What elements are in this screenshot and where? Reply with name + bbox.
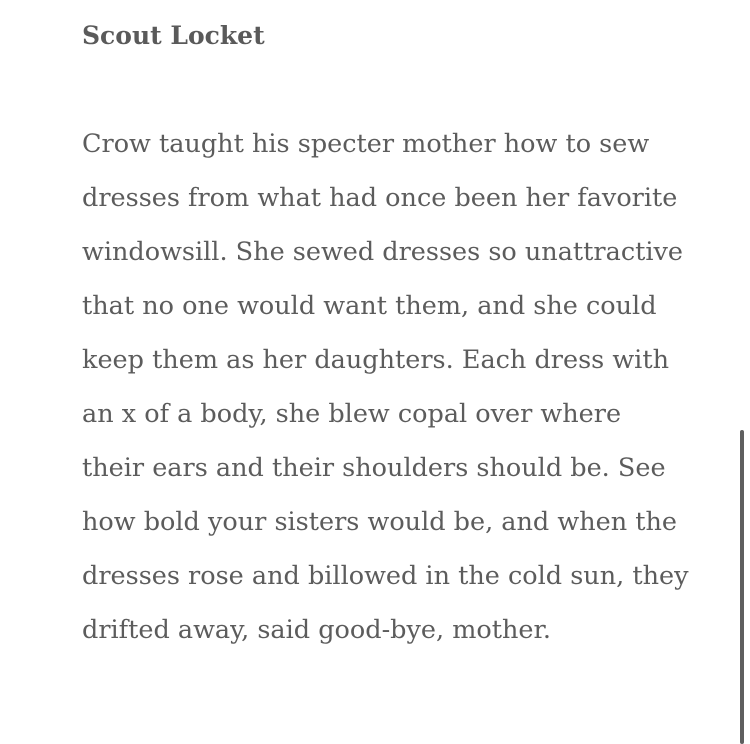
poem-line: how bold your sisters would be, and when the xyxy=(82,507,677,537)
poem-line: an x of a body, she blew copal over where xyxy=(82,399,622,429)
scrollbar-thumb[interactable] xyxy=(740,430,744,744)
poem-line: drifted away, said good-bye, mother. xyxy=(82,615,551,645)
poem-body xyxy=(82,125,689,665)
poem-line: dresses from what had once been her favorite xyxy=(82,183,678,213)
poem-line: that no one would want them, and she could xyxy=(82,291,657,321)
poem-line: keep them as her daughters. Each dress with xyxy=(82,345,669,375)
poem-title: Scout Locket xyxy=(82,21,265,50)
poem-line: their ears and their shoulders should be. See xyxy=(82,453,666,483)
poem-line: windowsill. She sewed dresses so unattractive xyxy=(82,237,684,267)
poem-line: dresses rose and billowed in the cold sun, they xyxy=(82,561,689,591)
poem-line: Crow taught his specter mother how to sew xyxy=(82,129,650,159)
